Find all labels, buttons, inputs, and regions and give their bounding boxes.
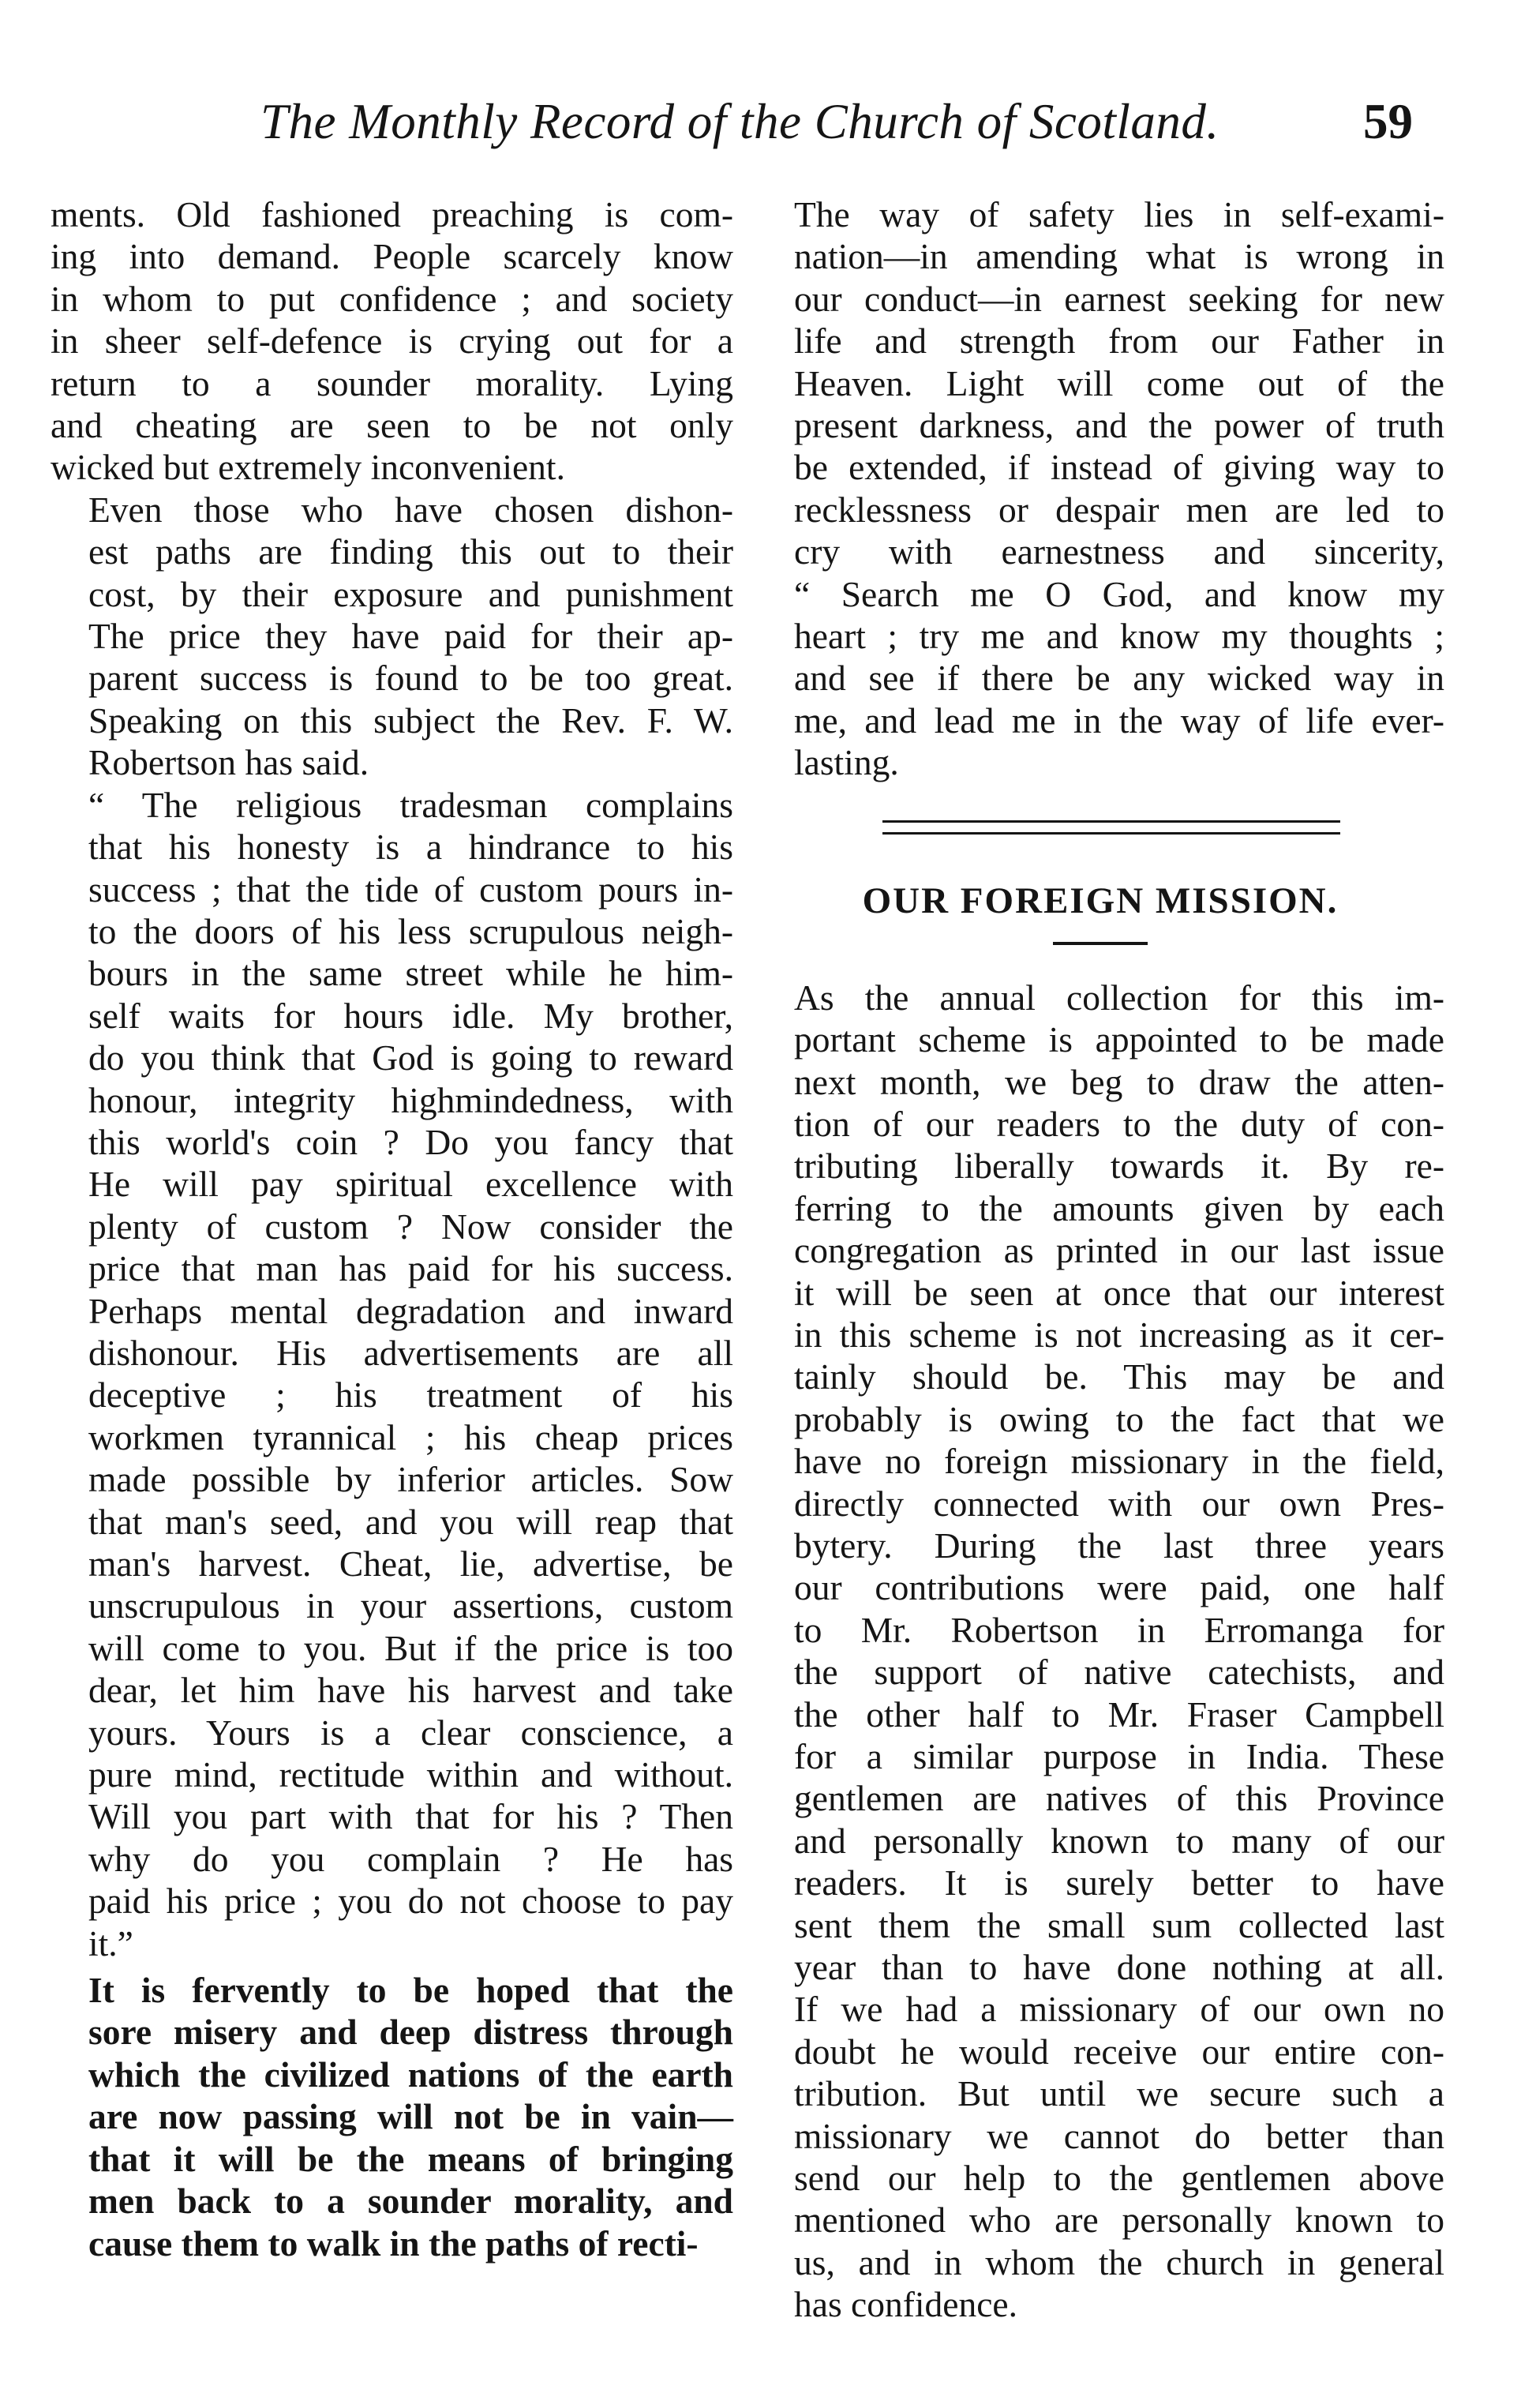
text-line: why do you complain ? He has (88, 1838, 733, 1879)
text-line: cause them to walk in the paths of recti- (88, 2222, 699, 2264)
text-line: probably is owing to the fact that we (794, 1398, 1444, 1439)
text-line: for a similar purpose in India. These (794, 1736, 1444, 1776)
text-line: year than to have done nothing at all. (794, 1947, 1444, 1988)
text-line: Speaking on this subject the Rev. F. W. (88, 700, 733, 741)
text-line: est paths are finding this out to their (88, 531, 733, 572)
paragraph (51, 193, 733, 489)
text-line: Even those who have chosen dishon- (88, 489, 733, 530)
section-heading: OUR FOREIGN MISSION. (862, 880, 1339, 921)
text-line: self waits for hours idle. My brother, (88, 995, 733, 1036)
text-line: ments. Old fashioned preaching is com- (51, 194, 733, 234)
text-line: paid his price ; you do not choose to pay (88, 1881, 733, 1922)
text-line: “ Search me O God, and know my (794, 573, 1444, 614)
text-line: yours. Yours is a clear conscience, a (88, 1712, 733, 1753)
text-line: wicked but extremely inconvenient. (51, 447, 565, 488)
text-line: heart ; try me and know my thoughts ; (794, 616, 1444, 657)
text-line: has confidence. (794, 2284, 1017, 2325)
text-line: parent success is found to be too great. (88, 658, 733, 699)
text-line: mentioned who are personally known to (794, 2200, 1444, 2241)
text-line: tainly should be. This may be and (794, 1356, 1444, 1397)
text-line: that his honesty is a hindrance to his (88, 827, 733, 868)
text-line: send our help to the gentlemen above (794, 2158, 1444, 2199)
text-line: workmen tyrannical ; his cheap prices (88, 1416, 733, 1457)
text-line: our conduct—in earnest seeking for new (794, 278, 1444, 319)
paragraph (756, 193, 1444, 784)
text-line: The way of safety lies in self-exami- (794, 194, 1444, 234)
text-line: that man's seed, and you will reap that (88, 1501, 733, 1542)
text-line: lasting. (794, 742, 899, 783)
text-line: the support of native catechists, and (794, 1652, 1444, 1693)
text-line: bytery. During the last three years (794, 1525, 1444, 1566)
text-line: life and strength from our Father in (794, 321, 1444, 362)
text-line: cry with earnestness and sincerity, (794, 531, 1444, 572)
text-line: honour, integrity highmindedness, with (88, 1079, 733, 1120)
text-line: gentlemen are natives of this Province (794, 1778, 1444, 1819)
text-line: If we had a missionary of our own no (794, 1989, 1444, 2030)
section-divider (756, 790, 1444, 877)
text-line: He will pay spiritual excellence with (88, 1164, 733, 1205)
text-line: will come to you. But if the price is too (88, 1627, 733, 1668)
running-head (260, 93, 1413, 164)
text-line: and cheating are seen to be not only (51, 405, 733, 446)
text-line: and see if there be any wicked way in (794, 658, 1444, 699)
text-line: plenty of custom ? Now consider the (88, 1206, 733, 1247)
text-line: man's harvest. Cheat, lie, advertise, be (88, 1543, 733, 1584)
text-line: congregation as printed in our last issue (794, 1230, 1444, 1271)
quotation-paragraph (51, 784, 733, 1964)
text-line: be extended, if instead of giving way to (794, 447, 1444, 488)
text-line: dishonour. His advertisements are all (88, 1332, 733, 1373)
text-line: tion of our readers to the duty of con- (794, 1103, 1444, 1144)
text-line: in whom to put confidence ; and society (51, 278, 733, 319)
text-line: it will be seen at once that our interest (794, 1272, 1444, 1313)
double-rule (882, 820, 1340, 835)
text-line: this world's coin ? Do you fancy that (88, 1121, 733, 1162)
text-line: present darkness, and the power of truth (794, 405, 1444, 446)
text-line: made possible by inferior articles. Sow (88, 1459, 733, 1500)
text-line: and personally known to many of our (794, 1820, 1444, 1861)
right-column (756, 193, 1444, 2326)
text-line: are now passing will not be in vain— (88, 2096, 733, 2137)
running-title: The Monthly Record of the Church of Scotland. (260, 94, 1219, 149)
text-line: Perhaps mental degradation and inward (88, 1290, 733, 1331)
text-line: return to a sounder morality. Lying (51, 362, 733, 403)
text-line: our contributions were paid, one half (794, 1567, 1444, 1608)
text-line: to the doors of his less scrupulous neigh- (88, 910, 733, 951)
text-line: to Mr. Robertson in Erromanga for (794, 1609, 1444, 1650)
text-line: men back to a sounder morality, and (88, 2181, 733, 2222)
text-line: that it will be the means of bringing (88, 2138, 733, 2179)
text-line: in this scheme is not increasing as it cer- (794, 1314, 1444, 1355)
text-line: bours in the same street while he him- (88, 953, 733, 994)
text-line: “ The religious tradesman complains (88, 784, 733, 825)
text-line: Will you part with that for his ? Then (88, 1796, 733, 1837)
text-line: have no foreign missionary in the field, (794, 1441, 1444, 1482)
text-line: sore misery and deep distress through (88, 2012, 733, 2053)
text-line: me, and lead me in the way of life ever- (794, 700, 1444, 741)
text-line: deceptive ; his treatment of his (88, 1375, 733, 1416)
text-line: The price they have paid for their ap- (88, 616, 733, 657)
text-line: it.” (88, 1922, 133, 1964)
left-column (51, 193, 733, 2264)
text-line: doubt he would receive our entire con- (794, 2031, 1444, 2072)
text-line: Heaven. Light will come out of the (794, 362, 1444, 403)
paragraph (51, 489, 733, 784)
page-number: 59 (1363, 94, 1413, 149)
text-line: It is fervently to be hoped that the (88, 1970, 733, 2011)
text-line: As the annual collection for this im- (794, 977, 1444, 1018)
text-line: in sheer self-defence is crying out for a (51, 321, 733, 362)
text-line: the other half to Mr. Fraser Campbell (794, 1693, 1444, 1735)
text-line: price that man has paid for his success. (88, 1248, 733, 1289)
short-rule (1053, 942, 1148, 945)
text-line: missionary we cannot do better than (794, 2115, 1444, 2156)
text-line: recklessness or despair men are led to (794, 489, 1444, 530)
text-line: tribution. But until we secure such a (794, 2073, 1444, 2114)
text-line: unscrupulous in your assertions, custom (88, 1585, 733, 1626)
paragraph (51, 1969, 733, 2264)
text-line: cost, by their exposure and punishment (88, 573, 733, 614)
text-line: ferring to the amounts given by each (794, 1187, 1444, 1228)
text-line: next month, we beg to draw the atten- (794, 1061, 1444, 1102)
text-line: tributing liberally towards it. By re- (794, 1146, 1444, 1187)
text-line: readers. It is surely better to have (794, 1862, 1444, 1904)
text-line: dear, let him have his harvest and take (88, 1670, 733, 1711)
paragraph (756, 977, 1444, 2326)
text-line: Robertson has said. (88, 742, 369, 783)
text-line: do you think that God is going to reward (88, 1037, 733, 1078)
text-line: pure mind, rectitude within and without. (88, 1754, 733, 1795)
text-line: directly connected with our own Pres- (794, 1483, 1444, 1524)
text-line: success ; that the tide of custom pours in- (88, 868, 733, 910)
text-line: us, and in whom the church in general (794, 2241, 1444, 2282)
text-line: portant scheme is appointed to be made (794, 1019, 1444, 1060)
text-line: sent them the small sum collected last (794, 1904, 1444, 1945)
text-line: ing into demand. People scarcely know (51, 236, 733, 277)
text-line: nation—in amending what is wrong in (794, 236, 1444, 277)
text-line: which the civilized nations of the earth (88, 2054, 733, 2095)
